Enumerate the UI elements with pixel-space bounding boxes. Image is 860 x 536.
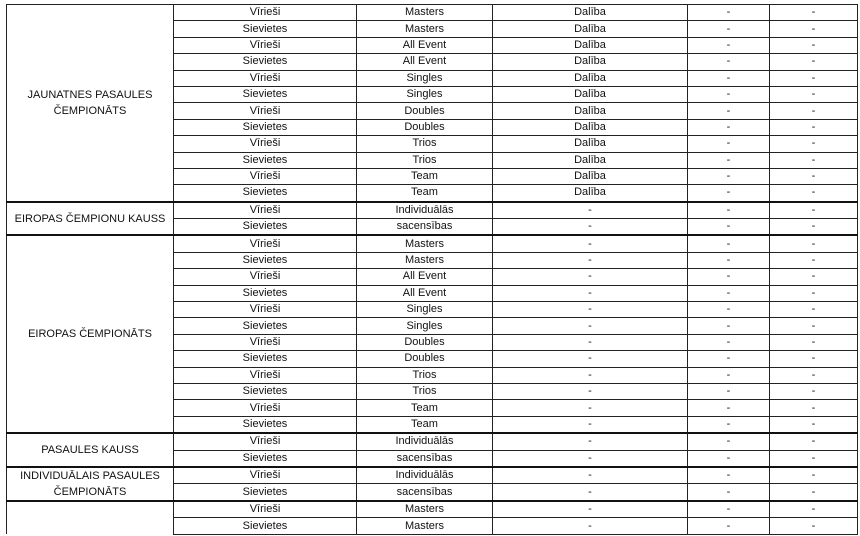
discipline-cell: sacensības <box>357 219 493 236</box>
result-cell: - <box>688 168 770 184</box>
competition-name-cell: PASAULES KAUSS <box>7 433 174 467</box>
gender-cell: Sievietes <box>174 54 357 70</box>
table-row <box>7 202 858 219</box>
points-cell: - <box>770 168 858 184</box>
points-cell: - <box>770 433 858 450</box>
gender-cell: Vīrieši <box>174 501 357 518</box>
participation-cell: - <box>493 202 688 219</box>
participation-cell: Dalība <box>493 86 688 102</box>
participation-cell: Dalība <box>493 21 688 37</box>
points-cell: - <box>770 152 858 168</box>
discipline-cell: sacensības <box>357 450 493 467</box>
discipline-cell: Singles <box>357 86 493 102</box>
gender-cell: Vīrieši <box>174 467 357 484</box>
result-cell: - <box>688 235 770 252</box>
result-cell: - <box>688 367 770 383</box>
discipline-cell: All Event <box>357 285 493 301</box>
result-cell: - <box>688 37 770 53</box>
discipline-cell: Team <box>357 185 493 202</box>
discipline-cell: Individuālās <box>357 202 493 219</box>
participation-cell: - <box>493 302 688 318</box>
gender-cell: Vīrieši <box>174 202 357 219</box>
points-cell: - <box>770 86 858 102</box>
result-cell: - <box>688 5 770 21</box>
discipline-cell: Singles <box>357 318 493 334</box>
discipline-cell: All Event <box>357 37 493 53</box>
result-cell: - <box>688 467 770 484</box>
points-cell: - <box>770 367 858 383</box>
points-cell: - <box>770 136 858 152</box>
discipline-cell: Trios <box>357 152 493 168</box>
competition-name-cell <box>7 501 174 534</box>
discipline-cell: Team <box>357 400 493 416</box>
competition-table-body <box>7 5 858 535</box>
participation-cell: - <box>493 400 688 416</box>
table-row <box>7 467 858 484</box>
participation-cell: - <box>493 318 688 334</box>
points-cell: - <box>770 467 858 484</box>
gender-cell: Vīrieši <box>174 400 357 416</box>
participation-cell: - <box>493 501 688 518</box>
result-cell: - <box>688 400 770 416</box>
participation-cell: Dalība <box>493 54 688 70</box>
gender-cell: Sievietes <box>174 252 357 268</box>
participation-cell: - <box>493 334 688 350</box>
participation-cell: Dalība <box>493 152 688 168</box>
discipline-cell: Individuālās <box>357 433 493 450</box>
participation-cell: Dalība <box>493 70 688 86</box>
participation-cell: - <box>493 219 688 236</box>
participation-cell: Dalība <box>493 136 688 152</box>
points-cell: - <box>770 501 858 518</box>
result-cell: - <box>688 119 770 135</box>
result-cell: - <box>688 86 770 102</box>
participation-cell: - <box>493 235 688 252</box>
gender-cell: Sievietes <box>174 383 357 399</box>
result-cell: - <box>688 219 770 236</box>
result-cell: - <box>688 383 770 399</box>
points-cell: - <box>770 235 858 252</box>
gender-cell: Sievietes <box>174 518 357 534</box>
points-cell: - <box>770 450 858 467</box>
participation-cell: - <box>493 383 688 399</box>
points-cell: - <box>770 269 858 285</box>
points-cell: - <box>770 202 858 219</box>
points-cell: - <box>770 21 858 37</box>
gender-cell: Vīrieši <box>174 334 357 350</box>
result-cell: - <box>688 70 770 86</box>
discipline-cell: Trios <box>357 136 493 152</box>
participation-cell: - <box>493 367 688 383</box>
discipline-cell: Doubles <box>357 103 493 119</box>
gender-cell: Sievietes <box>174 86 357 102</box>
result-cell: - <box>688 136 770 152</box>
gender-cell: Sievietes <box>174 285 357 301</box>
discipline-cell: All Event <box>357 269 493 285</box>
competition-name-cell: JAUNATNES PASAULES ČEMPIONĀTS <box>7 5 174 202</box>
points-cell: - <box>770 37 858 53</box>
result-cell: - <box>688 302 770 318</box>
result-cell: - <box>688 351 770 367</box>
table-row <box>7 501 858 518</box>
table-row <box>7 433 858 450</box>
discipline-cell: Masters <box>357 518 493 534</box>
gender-cell: Vīrieši <box>174 269 357 285</box>
gender-cell: Vīrieši <box>174 103 357 119</box>
discipline-cell: Trios <box>357 383 493 399</box>
discipline-cell: Masters <box>357 21 493 37</box>
discipline-cell: All Event <box>357 54 493 70</box>
points-cell: - <box>770 416 858 433</box>
participation-cell: - <box>493 416 688 433</box>
table-row <box>7 235 858 252</box>
points-cell: - <box>770 285 858 301</box>
discipline-cell: Doubles <box>357 334 493 350</box>
points-cell: - <box>770 103 858 119</box>
gender-cell: Vīrieši <box>174 168 357 184</box>
competition-name-cell: EIROPAS ČEMPIONU KAUSS <box>7 202 174 236</box>
gender-cell: Vīrieši <box>174 367 357 383</box>
gender-cell: Sievietes <box>174 219 357 236</box>
result-cell: - <box>688 518 770 534</box>
result-cell: - <box>688 185 770 202</box>
gender-cell: Sievietes <box>174 351 357 367</box>
result-cell: - <box>688 202 770 219</box>
gender-cell: Vīrieši <box>174 5 357 21</box>
gender-cell: Sievietes <box>174 152 357 168</box>
result-cell: - <box>688 152 770 168</box>
result-cell: - <box>688 21 770 37</box>
gender-cell: Vīrieši <box>174 136 357 152</box>
points-cell: - <box>770 518 858 534</box>
participation-cell: - <box>493 285 688 301</box>
participation-cell: - <box>493 467 688 484</box>
result-cell: - <box>688 433 770 450</box>
gender-cell: Sievietes <box>174 416 357 433</box>
result-cell: - <box>688 484 770 501</box>
points-cell: - <box>770 54 858 70</box>
points-cell: - <box>770 318 858 334</box>
discipline-cell: Masters <box>357 501 493 518</box>
competition-name-cell: INDIVIDUĀLAIS PASAULES ČEMPIONĀTS <box>7 467 174 501</box>
competition-name-cell: EIROPAS ČEMPIONĀTS <box>7 235 174 433</box>
points-cell: - <box>770 252 858 268</box>
points-cell: - <box>770 400 858 416</box>
discipline-cell: Team <box>357 168 493 184</box>
gender-cell: Vīrieši <box>174 37 357 53</box>
result-cell: - <box>688 334 770 350</box>
result-cell: - <box>688 450 770 467</box>
participation-cell: - <box>493 433 688 450</box>
participation-cell: - <box>493 484 688 501</box>
discipline-cell: Team <box>357 416 493 433</box>
participation-cell: - <box>493 252 688 268</box>
result-cell: - <box>688 54 770 70</box>
gender-cell: Sievietes <box>174 21 357 37</box>
participation-cell: - <box>493 269 688 285</box>
gender-cell: Vīrieši <box>174 302 357 318</box>
participation-cell: Dalība <box>493 119 688 135</box>
discipline-cell: Masters <box>357 235 493 252</box>
points-cell: - <box>770 351 858 367</box>
discipline-cell: Doubles <box>357 119 493 135</box>
participation-cell: - <box>493 450 688 467</box>
points-cell: - <box>770 185 858 202</box>
discipline-cell: Doubles <box>357 351 493 367</box>
gender-cell: Sievietes <box>174 185 357 202</box>
participation-cell: - <box>493 351 688 367</box>
gender-cell: Sievietes <box>174 119 357 135</box>
result-cell: - <box>688 269 770 285</box>
discipline-cell: sacensības <box>357 484 493 501</box>
competition-table <box>6 4 858 535</box>
result-cell: - <box>688 416 770 433</box>
gender-cell: Vīrieši <box>174 70 357 86</box>
table-row <box>7 5 858 21</box>
points-cell: - <box>770 484 858 501</box>
gender-cell: Sievietes <box>174 450 357 467</box>
gender-cell: Sievietes <box>174 484 357 501</box>
points-cell: - <box>770 383 858 399</box>
points-cell: - <box>770 70 858 86</box>
points-cell: - <box>770 334 858 350</box>
discipline-cell: Singles <box>357 302 493 318</box>
discipline-cell: Individuālās <box>357 467 493 484</box>
discipline-cell: Trios <box>357 367 493 383</box>
discipline-cell: Masters <box>357 5 493 21</box>
participation-cell: Dalība <box>493 103 688 119</box>
points-cell: - <box>770 119 858 135</box>
participation-cell: Dalība <box>493 5 688 21</box>
result-cell: - <box>688 318 770 334</box>
result-cell: - <box>688 252 770 268</box>
points-cell: - <box>770 302 858 318</box>
points-cell: - <box>770 219 858 236</box>
discipline-cell: Masters <box>357 252 493 268</box>
result-cell: - <box>688 285 770 301</box>
gender-cell: Sievietes <box>174 318 357 334</box>
gender-cell: Vīrieši <box>174 433 357 450</box>
result-cell: - <box>688 103 770 119</box>
participation-cell: Dalība <box>493 37 688 53</box>
participation-cell: Dalība <box>493 185 688 202</box>
gender-cell: Vīrieši <box>174 235 357 252</box>
participation-cell: - <box>493 518 688 534</box>
result-cell: - <box>688 501 770 518</box>
discipline-cell: Singles <box>357 70 493 86</box>
points-cell: - <box>770 5 858 21</box>
participation-cell: Dalība <box>493 168 688 184</box>
